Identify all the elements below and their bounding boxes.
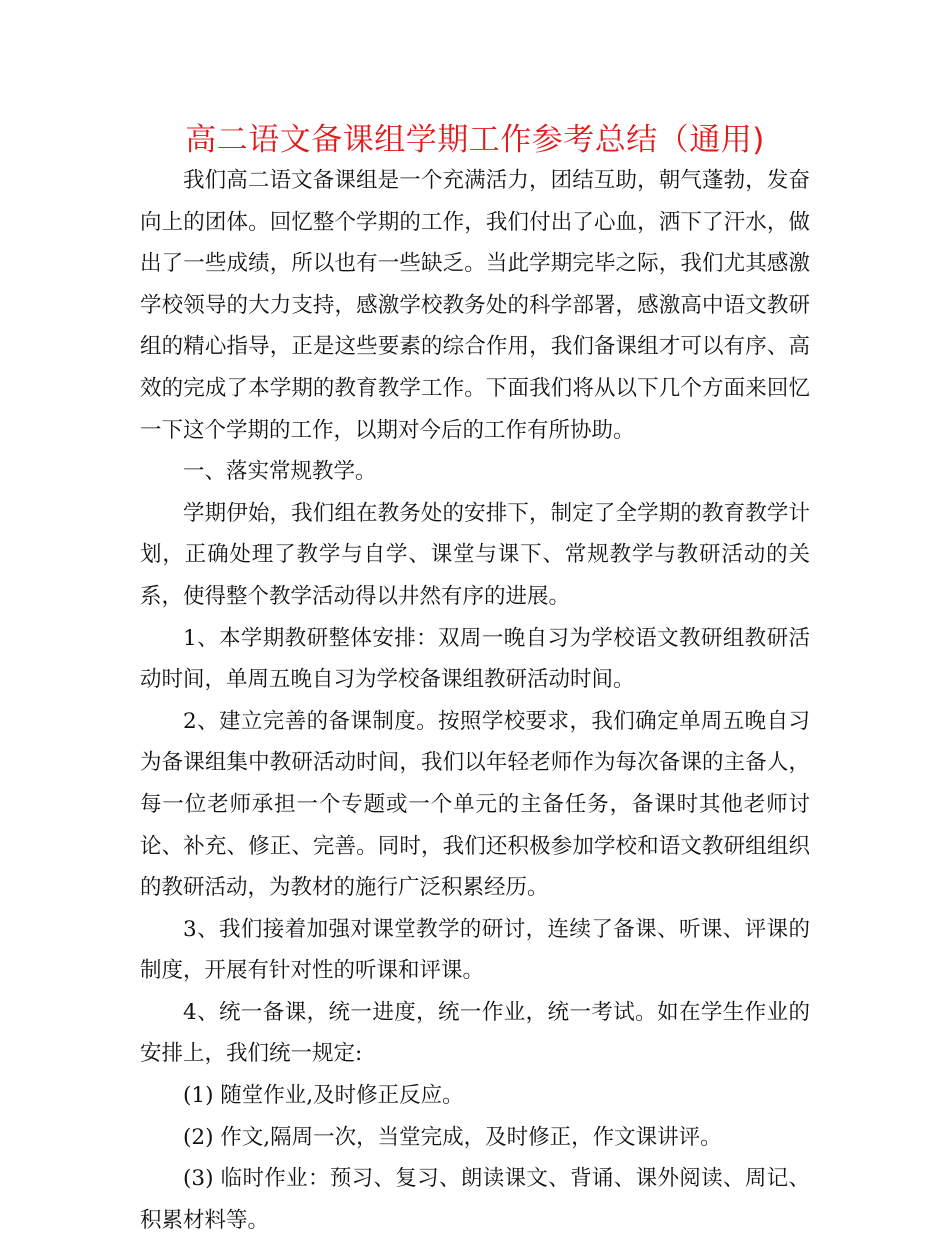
document-body: [140, 160, 810, 1241]
list-item-3: 3、我们接着加强对课堂教学的研讨，连续了备课、听课、评课的制度，开展有针对性的听课和评课。: [140, 916, 810, 984]
sub-item-3: (3) 临时作业：预习、复习、朗读课文、背诵、课外阅读、周记、积累材料等。: [140, 1166, 810, 1233]
paragraph-intro: 我们高二语文备课组是一个充满活力，团结互助，朝气蓬勃，发奋向上的团体。回忆整个学期的工作，我们付出了心血，洒下了汗水，做出了一些成绩，所以也有一些缺乏。当此学期完毕之际，我们尤其感激学校领导的大力支持，感激学校教务处的科学部署，感激高中语文教研组的精心指导，正是这些要素的综合作用，我们备课组才可以有序、高效的完成了本学期的教育教学工作。下面我们将从以下几个方面来回忆一下这个学期的工作，以期对今后的工作有所协助。: [140, 168, 810, 443]
paragraph-semester-plan: 学期伊始，我们组在教务处的安排下，制定了全学期的教育教学计划，正确处理了教学与自学、课堂与课下、常规教学与教研活动的关系，使得整个教学活动得以井然有序的进展。: [140, 500, 810, 609]
document-title: 高二语文备课组学期工作参考总结（通用): [185, 122, 765, 158]
list-item-4: 4、统一备课，统一进度，统一作业，统一考试。如在学生作业的安排上，我们统一规定:: [140, 999, 810, 1067]
sub-item-2: (2) 作文,隔周一次，当堂完成，及时修正，作文课讲评。: [183, 1124, 722, 1150]
list-item-1: 1、本学期教研整体安排：双周一晚自习为学校语文教研组教研活动时间，单周五晚自习为学校备课组教研活动时间。: [140, 625, 810, 693]
list-item-2: 2、建立完善的备课制度。按照学校要求，我们确定单周五晚自习为备课组集中教研活动时间，我们以年轻老师作为每次备课的主备人，每一位老师承担一个专题或一个单元的主备任务，备课时其他老师讨论、补充、修正、完善。同时，我们还积极参加学校和语文教研组组织的教研活动，为教材的施行广泛积累经历。: [140, 708, 810, 901]
section-heading-1: 一、落实常规教学。: [183, 459, 377, 485]
sub-item-1: (1) 随堂作业,及时修正反应。: [183, 1083, 464, 1109]
